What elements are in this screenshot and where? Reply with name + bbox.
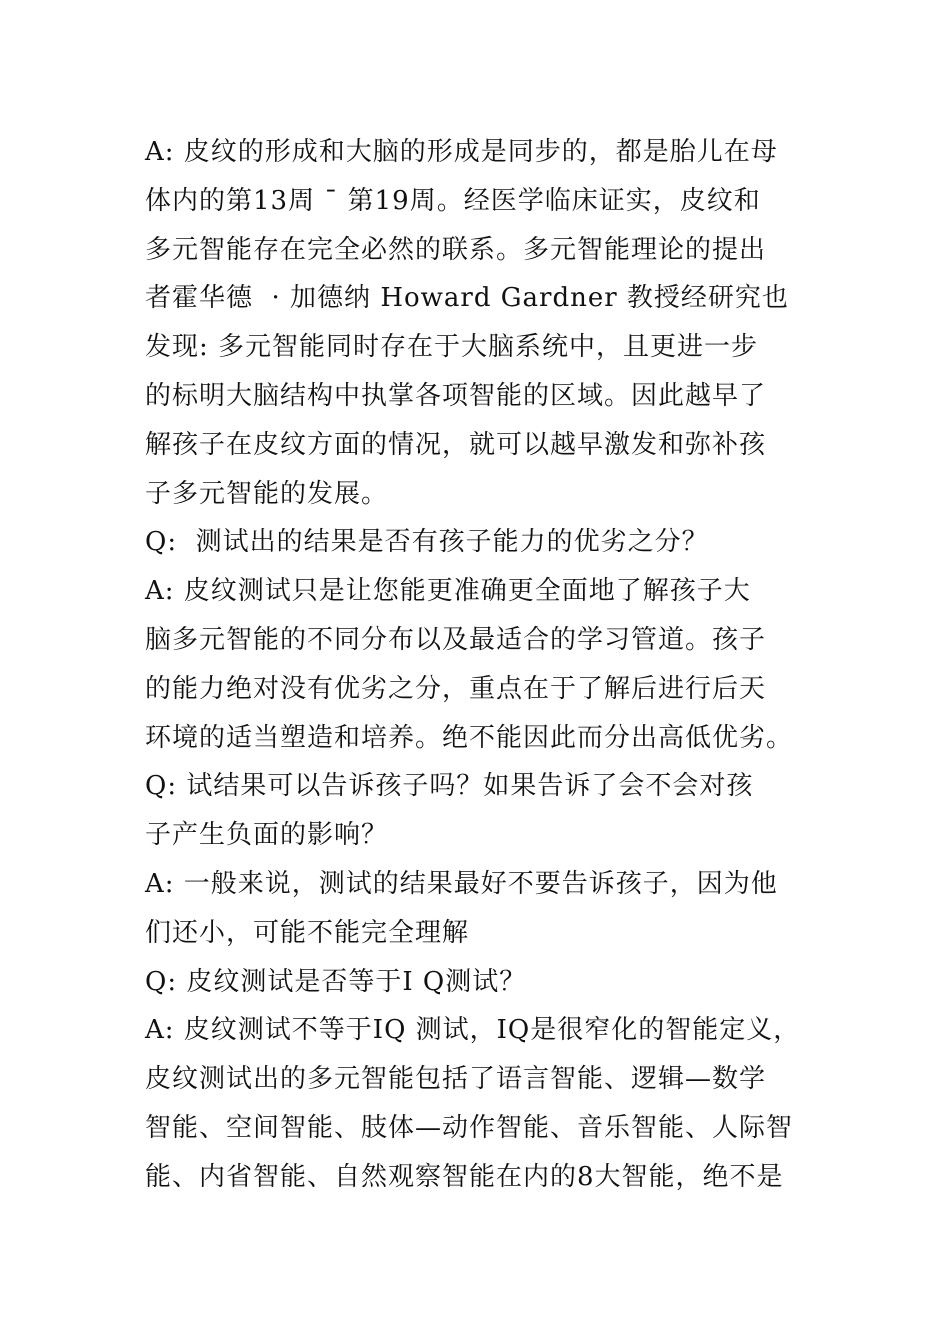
text-line: 能、内省智能、自然观察智能在内的8大智能，绝不是 xyxy=(145,1161,784,1192)
text-line: 的能力绝对没有优劣之分，重点在于了解后进行后天 xyxy=(145,673,767,704)
text-line: A: 皮纹的形成和大脑的形成是同步的，都是胎儿在母 xyxy=(145,137,778,167)
text-line: 发现: 多元智能同时存在于大脑系统中，且更进一步 xyxy=(145,332,759,363)
answer-line: A: 皮纹测试不等于IQ 测试，IQ是很窄化的智能定义， xyxy=(145,1015,801,1046)
text-line: 子多元智能的发展。 xyxy=(145,478,389,509)
answer-line: A: 一般来说，测试的结果最好不要告诉孩子，因为他 xyxy=(145,868,778,899)
text-line: 子产生负面的影响？ xyxy=(145,820,389,851)
question-line: Q: 试结果可以告诉孩子吗？如果告诉了会不会对孩 xyxy=(145,771,754,802)
text-line: 环境的适当塑造和培养。绝不能因此而分出高低优劣。 xyxy=(145,722,794,753)
question-line: Q: 皮纹测试是否等于I Q测试？ xyxy=(145,966,527,997)
text-line: 解孩子在皮纹方面的情况，就可以越早激发和弥补孩 xyxy=(145,429,767,460)
text-line: 体内的第13周 ¯ 第19周。经医学临床证实，皮纹和 xyxy=(145,185,761,216)
question-line: Q: 测试出的结果是否有孩子能力的优劣之分？ xyxy=(145,527,709,558)
text-line: 脑多元智能的不同分布以及最适合的学习管道。孩子 xyxy=(145,624,767,655)
document-body xyxy=(145,128,835,1202)
answer-line: A: 皮纹测试只是让您能更准确更全面地了解孩子大 xyxy=(145,576,751,607)
text-line: 皮纹测试出的多元智能包括了语言智能、逻辑—数学 xyxy=(145,1064,767,1095)
text-line: 者霍华德 · 加德纳 Howard Gardner 教授经研究也 xyxy=(145,283,789,314)
text-line: 多元智能存在完全必然的联系。多元智能理论的提出 xyxy=(145,234,767,265)
text-line: 的标明大脑结构中执掌各项智能的区域。因此越早了 xyxy=(145,380,767,411)
text-line: 们还小，可能不能完全理解 xyxy=(145,917,470,948)
text-line: 智能、空间智能、肢体—动作智能、音乐智能、人际智 xyxy=(145,1112,794,1143)
